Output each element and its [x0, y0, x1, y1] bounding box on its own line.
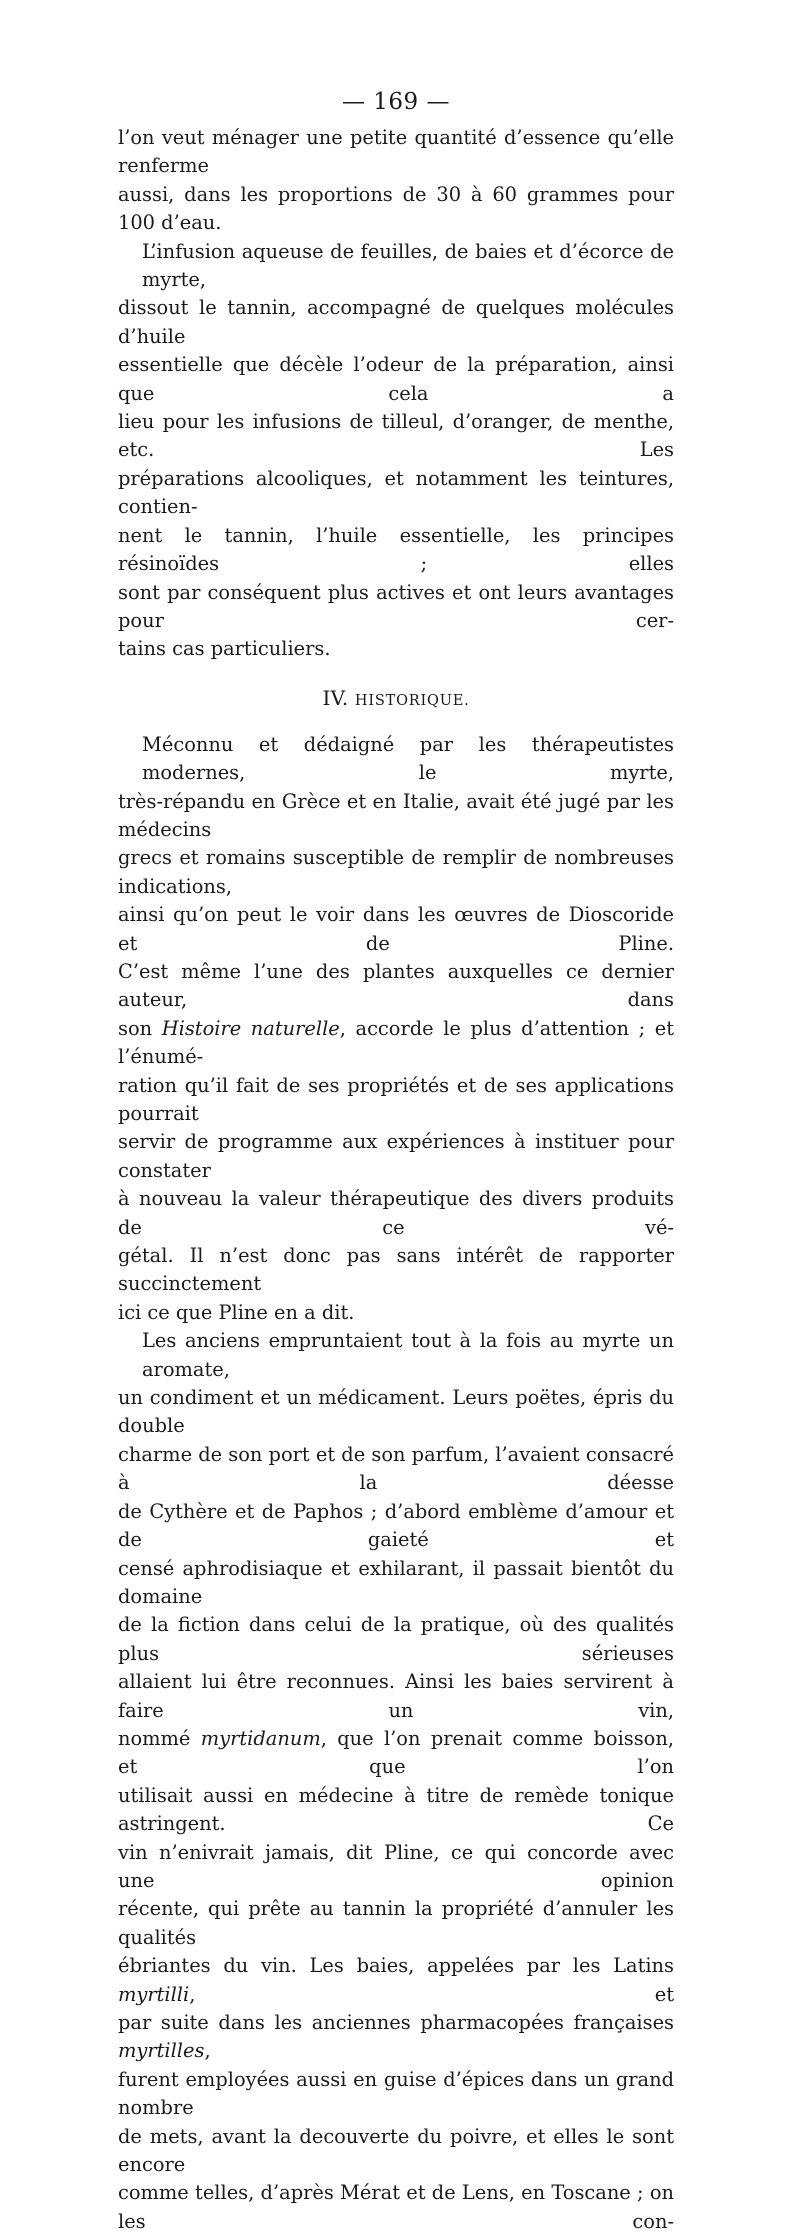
text-line: de Cythère et de Paphos ; d’abord emblème d’amour et de gaieté et: [118, 1499, 674, 1552]
text-line: censé aphrodisiaque et exhilarant, il passait bientôt du domaine: [118, 1556, 674, 1608]
term-italic: myrtidanum: [200, 1726, 321, 1750]
text-line: tains cas particuliers.: [118, 637, 331, 661]
section-numeral: IV.: [322, 685, 349, 710]
book-page: [118, 82, 674, 2236]
paragraph-anciens: [118, 1327, 674, 2236]
text-line: servir de programme aux expériences à instituer pour constater: [118, 1130, 674, 1182]
text-line: charme de son port et de son parfum, l’avaient consacré à la déesse: [118, 1442, 674, 1495]
text-line: ration qu’il fait de ses propriétés et de ses applications pourrait: [118, 1073, 674, 1125]
text-line: C’est même l’une des plantes auxquelles ce dernier auteur, dans: [118, 959, 674, 1012]
text-run: son: [118, 1016, 162, 1040]
text-run: par suite dans les anciennes pharmacopées françaises: [118, 2011, 674, 2034]
text-line: un condiment et un médicament. Leurs poëtes, épris du double: [118, 1386, 674, 1438]
text-line: ainsi qu’on peut le voir dans les œuvres de Dioscoride et de Pline.: [118, 903, 674, 955]
text-line: préparations alcooliques, et notamment les teintures, contien-: [118, 466, 674, 519]
term-italic: myrtilli: [118, 1982, 190, 2006]
term-italic: myrtilles: [118, 2039, 205, 2063]
text-line: récente, qui prête au tannin la propriété d’annuler les qualités: [118, 1897, 674, 1949]
text-run: ,: [204, 2039, 211, 2063]
text-line: grecs et romains susceptible de remplir de nombreuses indications,: [118, 846, 674, 898]
text-run: , que l’on prenait comme boisson, et que l’on: [118, 1726, 675, 1779]
text-line: de mets, avant la decouverte du poivre, et elles le sont encore: [118, 2124, 674, 2177]
page-number: — 169 —: [341, 89, 451, 115]
section-heading: [118, 684, 674, 715]
paragraph-historique: [118, 731, 674, 1328]
text-line: nent le tannin, l’huile essentielle, les principes résinoïdes ; elles: [118, 523, 674, 576]
text-line: comme telles, d’après Mérat et de Lens, en Toscane ; on les con-: [118, 2181, 674, 2233]
text-line: furent employées aussi en guise d’épices dans un grand nombre: [118, 2067, 674, 2120]
text-line: utilisait aussi en médecine à titre de remède tonique astringent. Ce: [118, 1783, 674, 1836]
text-line: dissout le tannin, accompagné de quelques molécules d’huile: [118, 296, 674, 348]
text-line: allaient lui être reconnues. Ainsi les baies servirent à faire un vin,: [118, 1670, 674, 1722]
section-title: HISTORIQUE.: [354, 692, 470, 709]
text-run: ébriantes du vin. Les baies, appelées par les Latins: [118, 1954, 674, 1978]
paragraph-infusion-end: [118, 124, 674, 238]
text-line: ici ce que Pline en a dit.: [118, 1300, 355, 1324]
paragraph-preparations: [118, 238, 674, 664]
text-line: gétal. Il n’est donc pas sans intérêt de rapporter succinctement: [118, 1244, 674, 1296]
text-line: essentielle que décèle l’odeur de la préparation, ainsi que cela a: [118, 353, 674, 405]
text-line: [118, 1015, 674, 1072]
text-line: très-répandu en Grèce et en Italie, avait été jugé par les médecins: [118, 789, 674, 841]
text-line: L’infusion aqueuse de feuilles, de baies et d’écorce de myrte,: [142, 239, 674, 292]
text-run: , et: [189, 1982, 674, 2006]
text-line: [118, 2009, 674, 2066]
text-line: sont par conséquent plus actives et ont leurs avantages pour cer-: [118, 580, 674, 632]
text-line: Les anciens empruntaient tout à la fois au myrte un aromate,: [142, 1329, 674, 1381]
text-run: nommé: [118, 1726, 201, 1750]
text-line: [118, 1952, 674, 2009]
text-run: , accorde le plus d’attention ; et l’énumé-: [118, 1016, 674, 1069]
text-line: l’on veut ménager une petite quantité d’essence qu’elle renferme: [118, 126, 674, 178]
book-title-italic: Histoire naturelle: [161, 1016, 340, 1040]
text-line: [118, 1725, 674, 1782]
text-line: aussi, dans les proportions de 30 à 60 grammes pour 100 d’eau.: [118, 182, 674, 235]
text-line: à nouveau la valeur thérapeutique des divers produits de ce vé-: [118, 1187, 674, 1239]
text-line: vin n’enivrait jamais, dit Pline, ce qui concorde avec une opinion: [118, 1840, 674, 1892]
text-line: lieu pour les infusions de tilleul, d’oranger, de menthe, etc. Les: [118, 410, 674, 462]
text-line: de la fiction dans celui de la pratique, où des qualités plus sérieuses: [118, 1613, 674, 1665]
text-line: Méconnu et dédaigné par les thérapeutistes modernes, le myrte,: [142, 732, 674, 785]
